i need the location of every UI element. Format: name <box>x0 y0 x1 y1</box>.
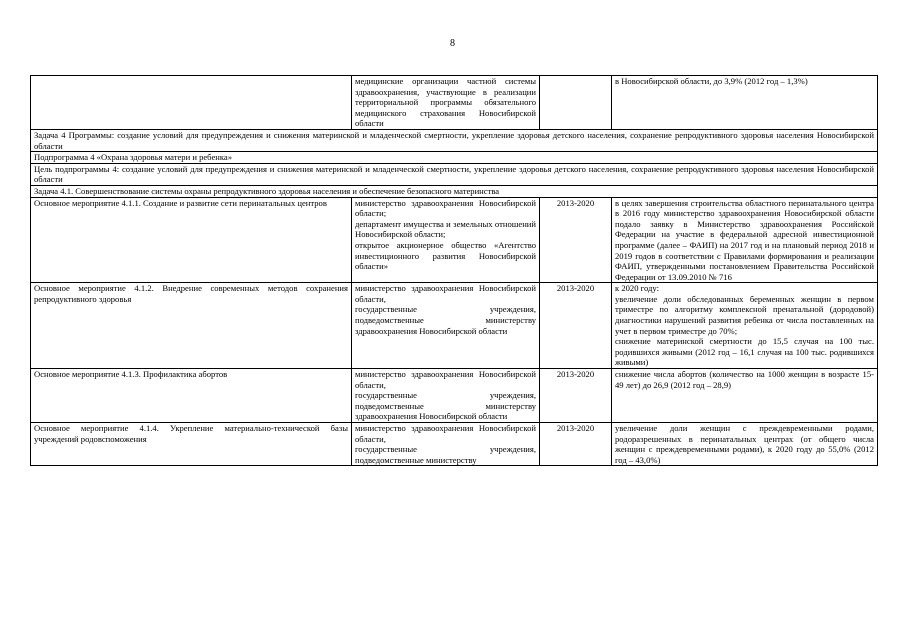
goal-row <box>31 163 878 185</box>
cell-executor: министерство здравоохранения Новосибирской области; департамент имущества и земельных отношений Новосибирской области; открытое акционерное общество «Агентство инвестиционного развития Новосибирской области» <box>352 197 540 283</box>
cell-result: увеличение доли женщин с преждевременными родами, родоразрешенных в перинатальных центрах (от общего числа женщин с преждевременными родами), к 2020 году до 55,0% (2012 год – 43,0%) <box>612 423 878 466</box>
section-heading: Подпрограмма 4 «Охрана здоровья матери и ребенка» <box>31 152 878 164</box>
program-table <box>30 75 878 466</box>
table-row <box>31 283 878 369</box>
section-heading: Задача 4 Программы: создание условий для предупреждения и снижения материнской и младенческой смертности, укрепление здоровья детского населения, сохранение репродуктивного здоровья населения Новосибирской области <box>31 129 878 151</box>
cell-activity: Основное мероприятие 4.1.3. Профилактика абортов <box>31 369 352 423</box>
cell-activity <box>31 76 352 130</box>
task-4-1-row <box>31 185 878 197</box>
table-row <box>31 423 878 466</box>
cell-result: в Новосибирской области, до 3,9% (2012 год – 1,3%) <box>612 76 878 130</box>
continuation-row <box>31 76 878 130</box>
cell-activity: Основное мероприятие 4.1.2. Внедрение современных методов сохранения репродуктивного здоровья <box>31 283 352 369</box>
cell-period: 2013-2020 <box>540 423 612 466</box>
cell-period: 2013-2020 <box>540 369 612 423</box>
section-heading: Задача 4.1. Совершенствование системы охраны репродуктивного здоровья населения и обеспечение безопасного материнства <box>31 185 878 197</box>
section-heading: Цель подпрограммы 4: создание условий для предупреждения и снижения материнской и младенческой смертности, укрепление здоровья детского населения, сохранение репродуктивного здоровья населения Новосибирской области <box>31 163 878 185</box>
table-row <box>31 369 878 423</box>
cell-result: к 2020 году: увеличение доли обследованных беременных женщин в первом триместре по алгоритму комплексной пренатальной (дородовой) диагностики нарушений развития ребенка от числа поставленных на учет в первом триместре до 70%; снижение материнской смертности до 15,5 случая на 100 тыс. родившихся живыми (2012 год – 16,1 случая на 100 тыс. родившихся живыми) <box>612 283 878 369</box>
cell-period <box>540 76 612 130</box>
task-4-row <box>31 129 878 151</box>
subprogram-4-row <box>31 152 878 164</box>
cell-activity: Основное мероприятие 4.1.4. Укрепление материально-технической базы учреждений родовспоможения <box>31 423 352 466</box>
cell-period: 2013-2020 <box>540 283 612 369</box>
cell-result: в целях завершения строительства областного перинатального центра в 2016 году министерство здравоохранения Новосибирской области подало заявку в Министерство здравоохранения Российской Федерации на участие в федеральной адресной инвестиционной программе (далее – ФАИП) на 2017 год и на плановый период 2018 и 2019 годов в соответствии с Правилами формирования и реализации ФАИП, утвержденными постановлением Правительства Российской Федерации от 13.09.2010 № 716 <box>612 197 878 283</box>
table-row <box>31 197 878 283</box>
cell-executor: министерство здравоохранения Новосибирской области, государственные учреждения, подведомственные министерству здравоохранения Новосибирской области <box>352 369 540 423</box>
cell-result: снижение числа абортов (количество на 1000 женщин в возрасте 15-49 лет) до 26,9 (2012 год – 28,9) <box>612 369 878 423</box>
cell-period: 2013-2020 <box>540 197 612 283</box>
page-number: 8 <box>450 38 455 49</box>
cell-executor: медицинские организации частной системы здравоохранения, участвующие в реализации территориальной программы обязательного медицинского страхования Новосибирской области <box>352 76 540 130</box>
cell-executor: министерство здравоохранения Новосибирской области, государственные учреждения, подведомственные министерству <box>352 423 540 466</box>
cell-executor: министерство здравоохранения Новосибирской области, государственные учреждения, подведомственные министерству здравоохранения Новосибирской области <box>352 283 540 369</box>
cell-activity: Основное мероприятие 4.1.1. Создание и развитие сети перинатальных центров <box>31 197 352 283</box>
